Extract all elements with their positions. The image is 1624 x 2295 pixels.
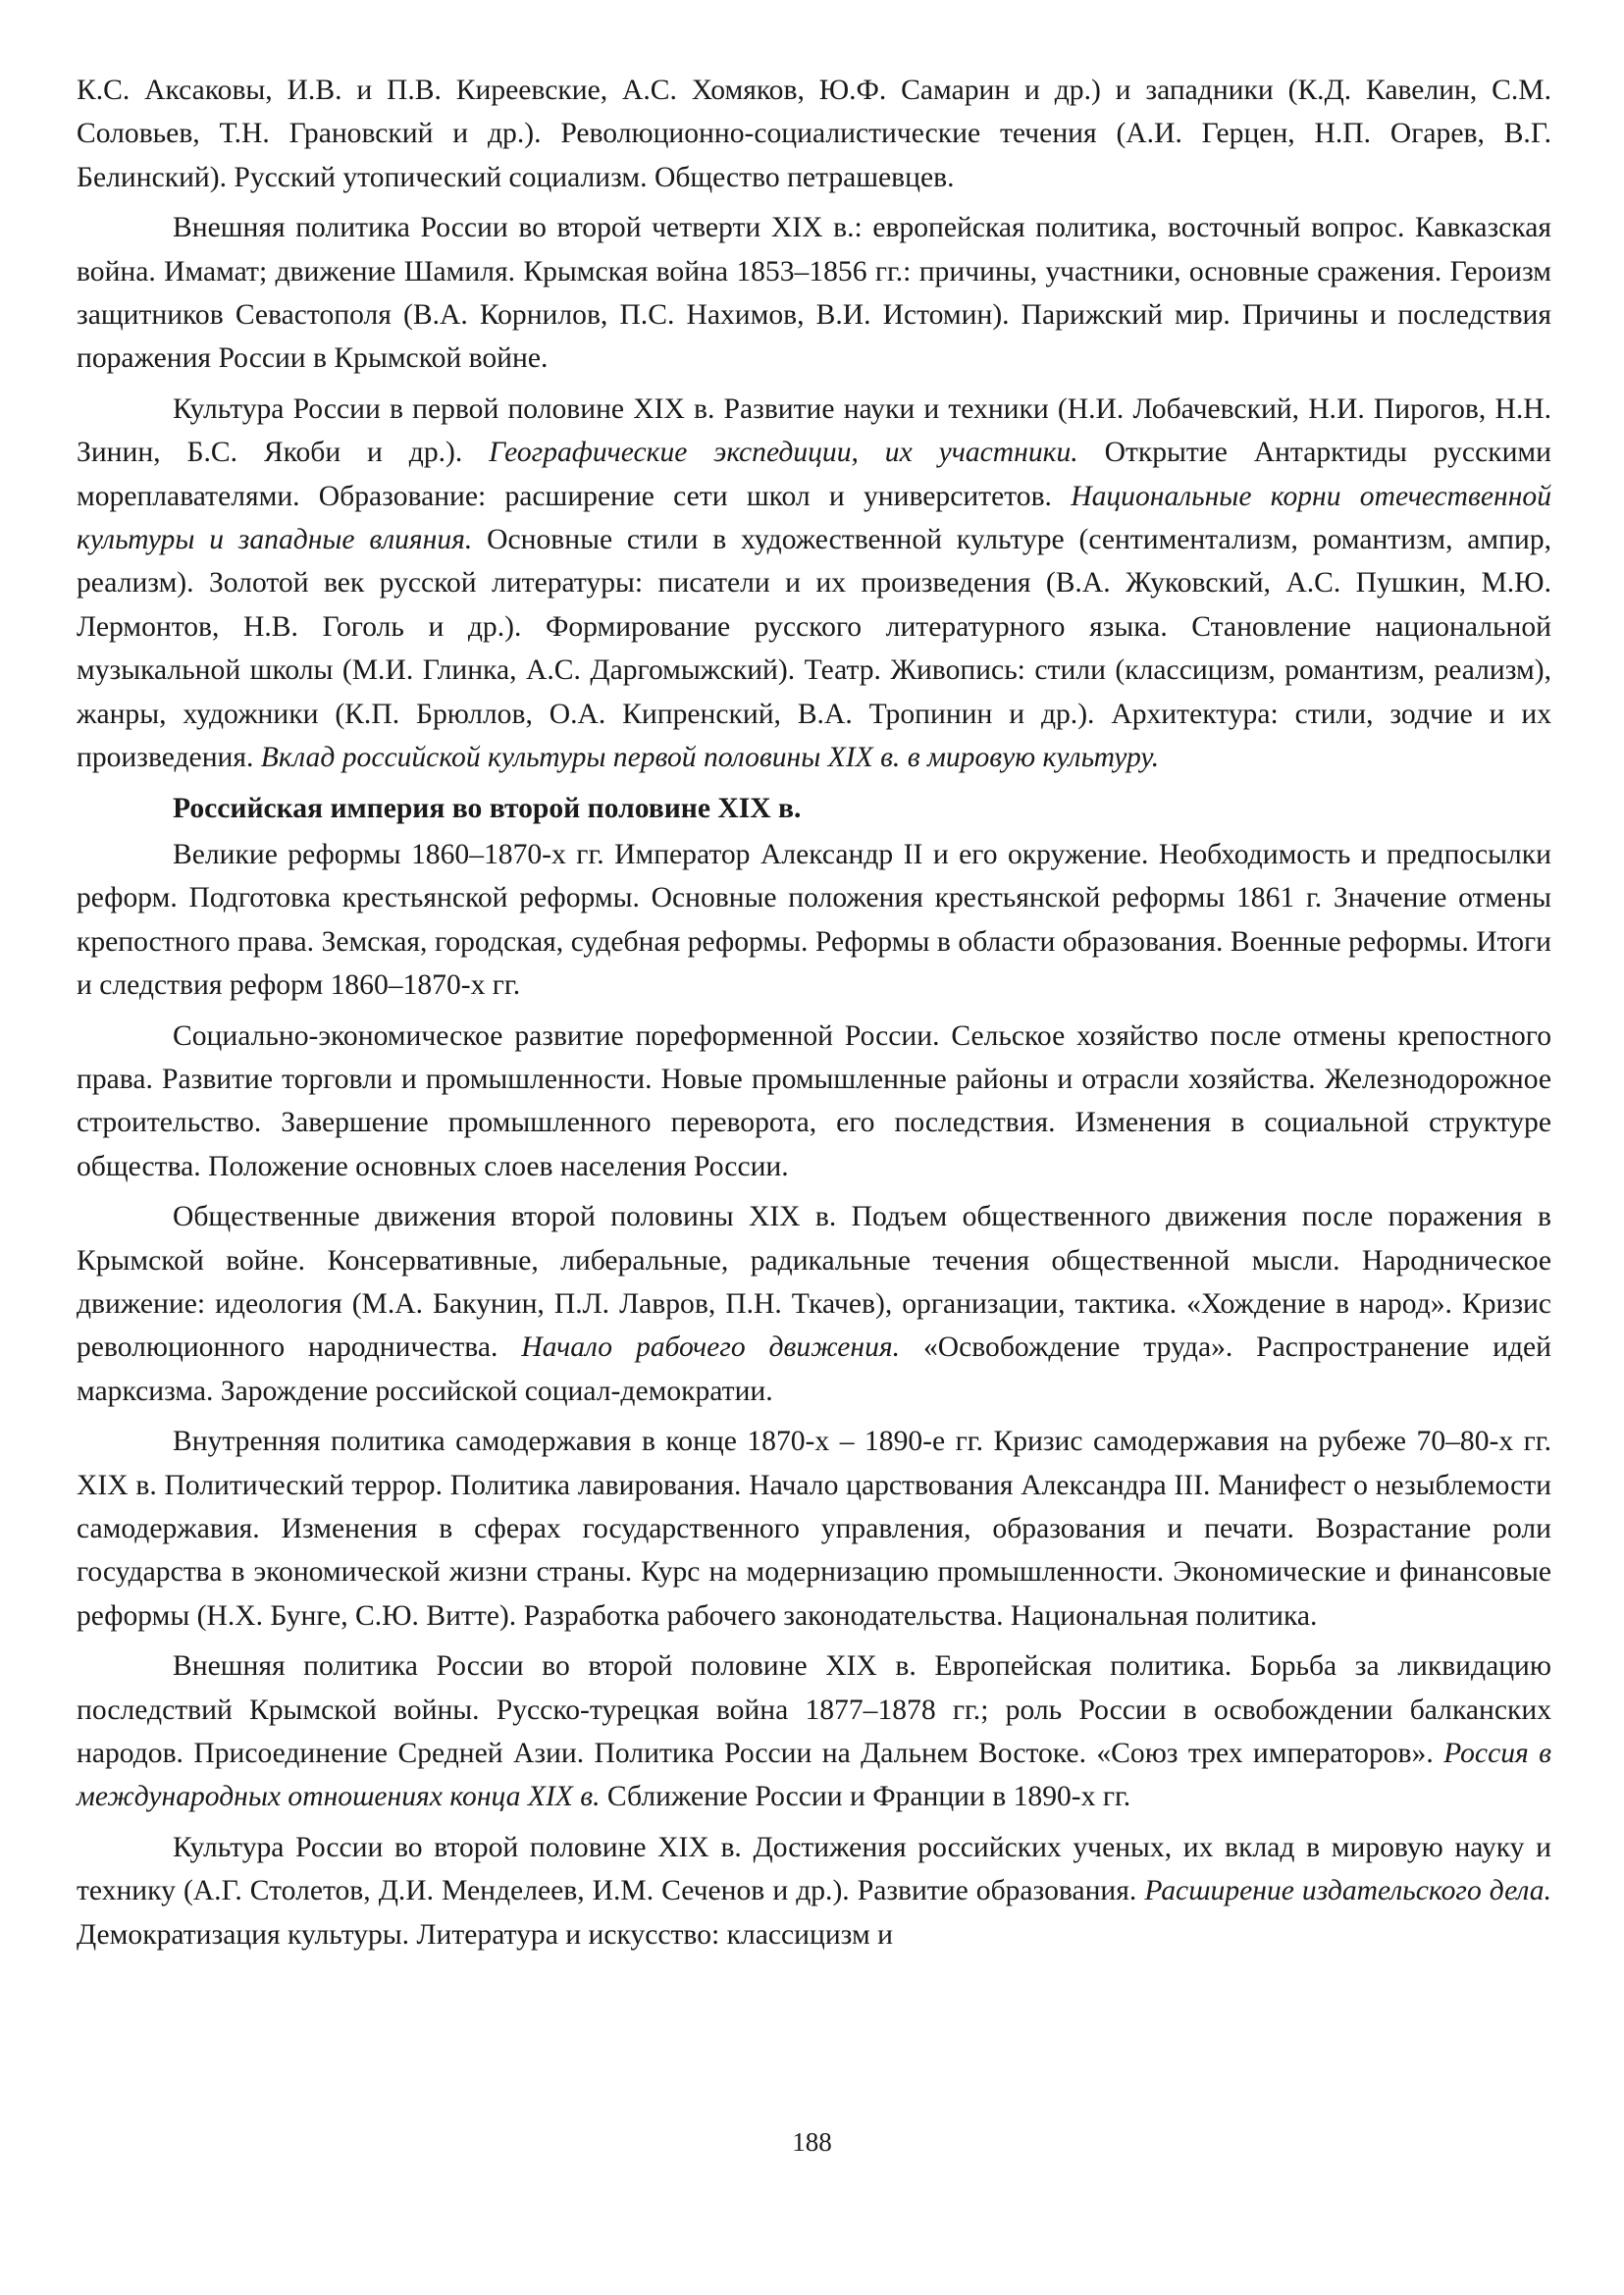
paragraph-text: Общественные движения второй половины XIX в. Подъем общественного движения после поражения в Крымской войне. Консервативные, либеральные, радикальные течения общественной мысли. Народническое движение: идеология (М.А. Бакунин, П.Л. Лавров, П.Н. Ткачев), организации, тактика. «Хождение в народ». Кризис революционного народничества. (77, 1201, 1551, 1364)
paragraph-foreign-policy-second-quarter (77, 206, 1551, 381)
paragraph-text: Культура России во второй половине XIX в. Достижения российских ученых, их вклад в мировую науку и технику (А.Г. Столетов, Д.И. Менделеев, И.М. Сеченов и др.). Развитие образования. (77, 1831, 1551, 1907)
paragraph-culture-second-half (77, 1826, 1551, 1956)
italic-phrase: Географические экспедиции, их участники. (489, 437, 1078, 469)
paragraph-text: Внешняя политика России во второй половине XIX в. Европейская политика. Борьба за ликвидацию последствий Крымской войны. Русско-турецкая война 1877–1878 гг.; роль России в освобождении балканских народов. Присоединение Средней Азии. Политика России на Дальнем Востоке. «Союз трех императоров». (77, 1650, 1551, 1770)
paragraph-text: Сближение России и Франции в 1890-х гг. (600, 1781, 1131, 1813)
paragraph-great-reforms (77, 833, 1551, 1008)
paragraph-text: К.С. Аксаковы, И.В. и П.В. Киреевские, А.С. Хомяков, Ю.Ф. Самарин и др.) и западники (К.Д. Кавелин, С.М. Соловьев, Т.Н. Грановский и др.). Революционно-социалистические течения (А.И. Герцен, Н.П. Огарев, В.Г. Белинский). Русский утопический социализм. Общество петрашевцев. (77, 75, 1551, 193)
paragraph-text: Культура России в первой половине XIX в. Развитие науки и техники (Н.И. Лобачевский, Н.И. Пирогов, Н.Н. Зинин, Б.С. Якоби и др.). (77, 392, 1551, 469)
italic-phrase: Вклад российской культуры первой половины XIX в. в мировую культуру. (260, 742, 1160, 774)
paragraph-text: Внешняя политика России во второй четверти XIX в.: европейская политика, восточный вопрос. Кавказская война. Имамат; движение Шамиля. Крымская война 1853–1856 гг.: причины, участники, основные сражения. Героизм защитников Севастополя (В.А. Корнилов, П.С. Нахимов, В.И. Истомин). Парижский мир. Причины и последствия поражения России в Крымской войне. (77, 212, 1551, 375)
italic-phrase: Начало рабочего движения. (521, 1331, 901, 1364)
paragraph-text: Великие реформы 1860–1870-х гг. Император Александр II и его окружение. Необходимость и предпосылки реформ. Подготовка крестьянской реформы. Основные положения крестьянской реформы 1861 г. Значение отмены крепостного права. Земская, городская, судебная реформы. Реформы в области образования. Военные реформы. Итоги и следствия реформ 1860–1870-х гг. (77, 838, 1551, 1002)
paragraph-social-movements (77, 1195, 1551, 1413)
paragraph-text: Демократизация культуры. Литература и искусство: классицизм и (77, 1918, 893, 1951)
italic-phrase: Национальные корни отечественной культуры и западные влияния. (77, 480, 1551, 556)
document-body (77, 69, 1551, 1963)
paragraph-slavophiles-westerners (77, 69, 1551, 199)
paragraph-socio-economic (77, 1015, 1551, 1189)
paragraph-foreign-policy-second-half (77, 1644, 1551, 1819)
paragraph-culture-first-half (77, 388, 1551, 780)
paragraph-text: Внутренняя политика самодержавия в конце 1870-х – 1890-е гг. Кризис самодержавия на рубеже 70–80-х гг. XIX в. Политический террор. Политика лавирования. Начало царствования Александра III. Манифест о незыблемости самодержавия. Изменения в сферах государственного управления, образования и печати. Возрастание роли государства в экономической жизни страны. Курс на модернизацию промышленности. Экономические и финансовые реформы (Н.Х. Бунге, С.Ю. Витте). Разработка рабочего законодательства. Национальная политика. (77, 1426, 1551, 1632)
italic-phrase: Расширение издательского дела. (1144, 1875, 1551, 1907)
page-number: 188 (792, 2127, 832, 2157)
paragraph-text: «Освобождение труда». Распространение идей марксизма. Зарождение российской социал-демократии. (77, 1331, 1551, 1407)
paragraph-domestic-policy (77, 1420, 1551, 1638)
paragraph-text: Социально-экономическое развитие пореформенной России. Сельское хозяйство после отмены крепостного права. Развитие торговли и промышленности. Новые промышленные районы и отрасли хозяйства. Железнодорожное строительство. Завершение промышленного переворота, его последствия. Изменения в социальной структуре общества. Положение основных слоев населения России. (77, 1019, 1551, 1182)
paragraph-text: Открытие Антарктиды русскими мореплавателями. Образование: расширение сети школ и университетов. (77, 437, 1551, 512)
section-heading: Российская империя во второй половине XIX в. (173, 792, 802, 824)
italic-phrase: Россия в международных отношениях конца XIX в. (77, 1738, 1551, 1813)
paragraph-text: Основные стили в художественной культуре (сентиментализм, романтизм, ампир, реализм). Золотой век русской литературы: писатели и их произведения (В.А. Жуковский, А.С. Пушкин, М.Ю. Лермонтов, Н.В. Гоголь и др.). Формирование русского литературного языка. Становление национальной музыкальной школы (М.И. Глинка, А.С. Даргомыжский). Театр. Живопись: стили (классицизм, романтизм, реализм), жанры, художники (К.П. Брюллов, О.А. Кипренский, В.А. Тропинин и др.). Архитектура: стили, зодчие и их произведения. (77, 524, 1552, 774)
